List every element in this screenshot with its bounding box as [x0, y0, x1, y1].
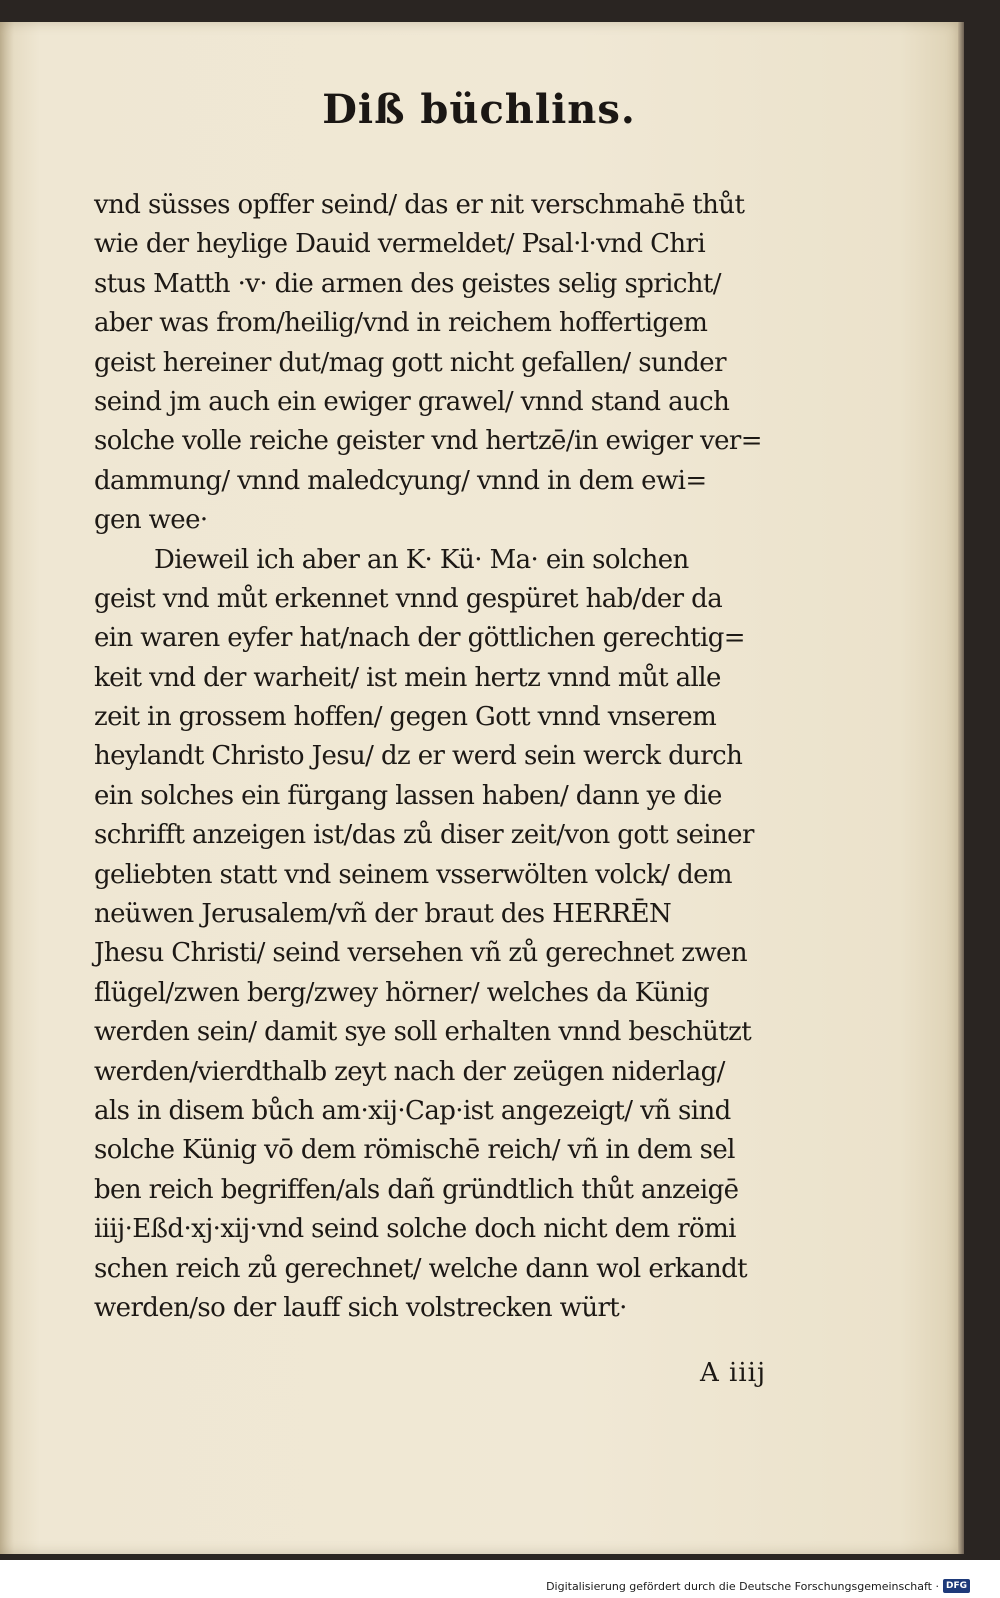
text-line: wie der heylige Dauid vermeldet/ Psal·l·vnd Chri — [94, 229, 706, 260]
credit-text: Digitalisierung gefördert durch die Deutsche Forschungsgemeinschaft · — [546, 1579, 939, 1593]
text-line: vnd süsses opffer seind/ das er nit verschmahē thůt — [94, 190, 745, 220]
text-line: heylandt Christo Jesu/ dz er werd sein werck durch — [94, 741, 743, 772]
text-line: zeit in grossem hoffen/ gegen Gott vnnd vnserem — [94, 702, 717, 733]
running-head: Diß büchlins. — [322, 86, 636, 133]
text-line: flügel/zwen berg/zwey hörner/ welches da Künig — [94, 977, 710, 1008]
text-line: Dieweil ich aber an K· Kü· Ma· ein solchen — [154, 544, 689, 575]
body-text — [94, 186, 854, 1328]
digitization-credit — [546, 1579, 970, 1593]
text-line: werden sein/ damit sye soll erhalten vnnd beschützt — [94, 1017, 752, 1048]
text-line: aber was from/heilig/vnd in reichem hoffertigem — [94, 308, 708, 339]
text-line: seind jm auch ein ewiger grawel/ vnnd stand auch — [94, 386, 730, 417]
page-edge — [958, 22, 964, 1554]
text-line: iiij·Eßd·xj·xij·vnd seind solche doch nicht dem römi — [94, 1214, 736, 1245]
text-line: dammung/ vnnd maledcyung/ vnnd in dem ewi= — [94, 465, 707, 496]
text-line: werden/so der lauff sich volstrecken würt· — [94, 1292, 627, 1323]
signature-mark: A iiij — [700, 1358, 767, 1388]
text-line: schen reich zů gerechnet/ welche dann wol erkandt — [94, 1253, 748, 1284]
text-line: als in disem bůch am·xij·Cap·ist angezeigt/ vñ sind — [94, 1095, 731, 1126]
dfg-logo: DFG — [943, 1579, 970, 1593]
text-line: geist vnd můt erkennet vnnd gespüret hab/der da — [94, 583, 723, 614]
text-line: solche volle reiche geister vnd hertzē/in ewiger ver= — [94, 426, 762, 457]
text-line: ein waren eyfer hat/nach der göttlichen gerechtig= — [94, 623, 745, 654]
text-line: geist hereiner dut/mag gott nicht gefallen/ sunder — [94, 347, 726, 378]
text-line: stus Matth ·v· die armen des geistes selig spricht/ — [94, 268, 721, 299]
text-line: werden/vierdthalb zeyt nach der zeügen niderlag/ — [94, 1056, 725, 1087]
text-line: schrifft anzeigen ist/das zů diser zeit/von gott seiner — [94, 820, 754, 851]
text-line: solche Künig vō dem römischē reich/ vñ in dem sel — [94, 1135, 735, 1166]
text-line: Jhesu Christi/ seind versehen vñ zů gerechnet zwen — [94, 938, 747, 969]
text-line: geliebten statt vnd seinem vsserwölten volck/ dem — [94, 859, 732, 890]
text-line: keit vnd der warheit/ ist mein hertz vnnd můt alle — [94, 662, 721, 693]
text-line: neüwen Jerusalem/vñ der braut des HERRĒN — [94, 899, 672, 930]
text-line: ein solches ein fürgang lassen haben/ dann ye die — [94, 780, 722, 811]
text-line: gen wee· — [94, 505, 208, 536]
text-line: ben reich begriffen/als dañ gründtlich thůt anzeigē — [94, 1174, 739, 1205]
